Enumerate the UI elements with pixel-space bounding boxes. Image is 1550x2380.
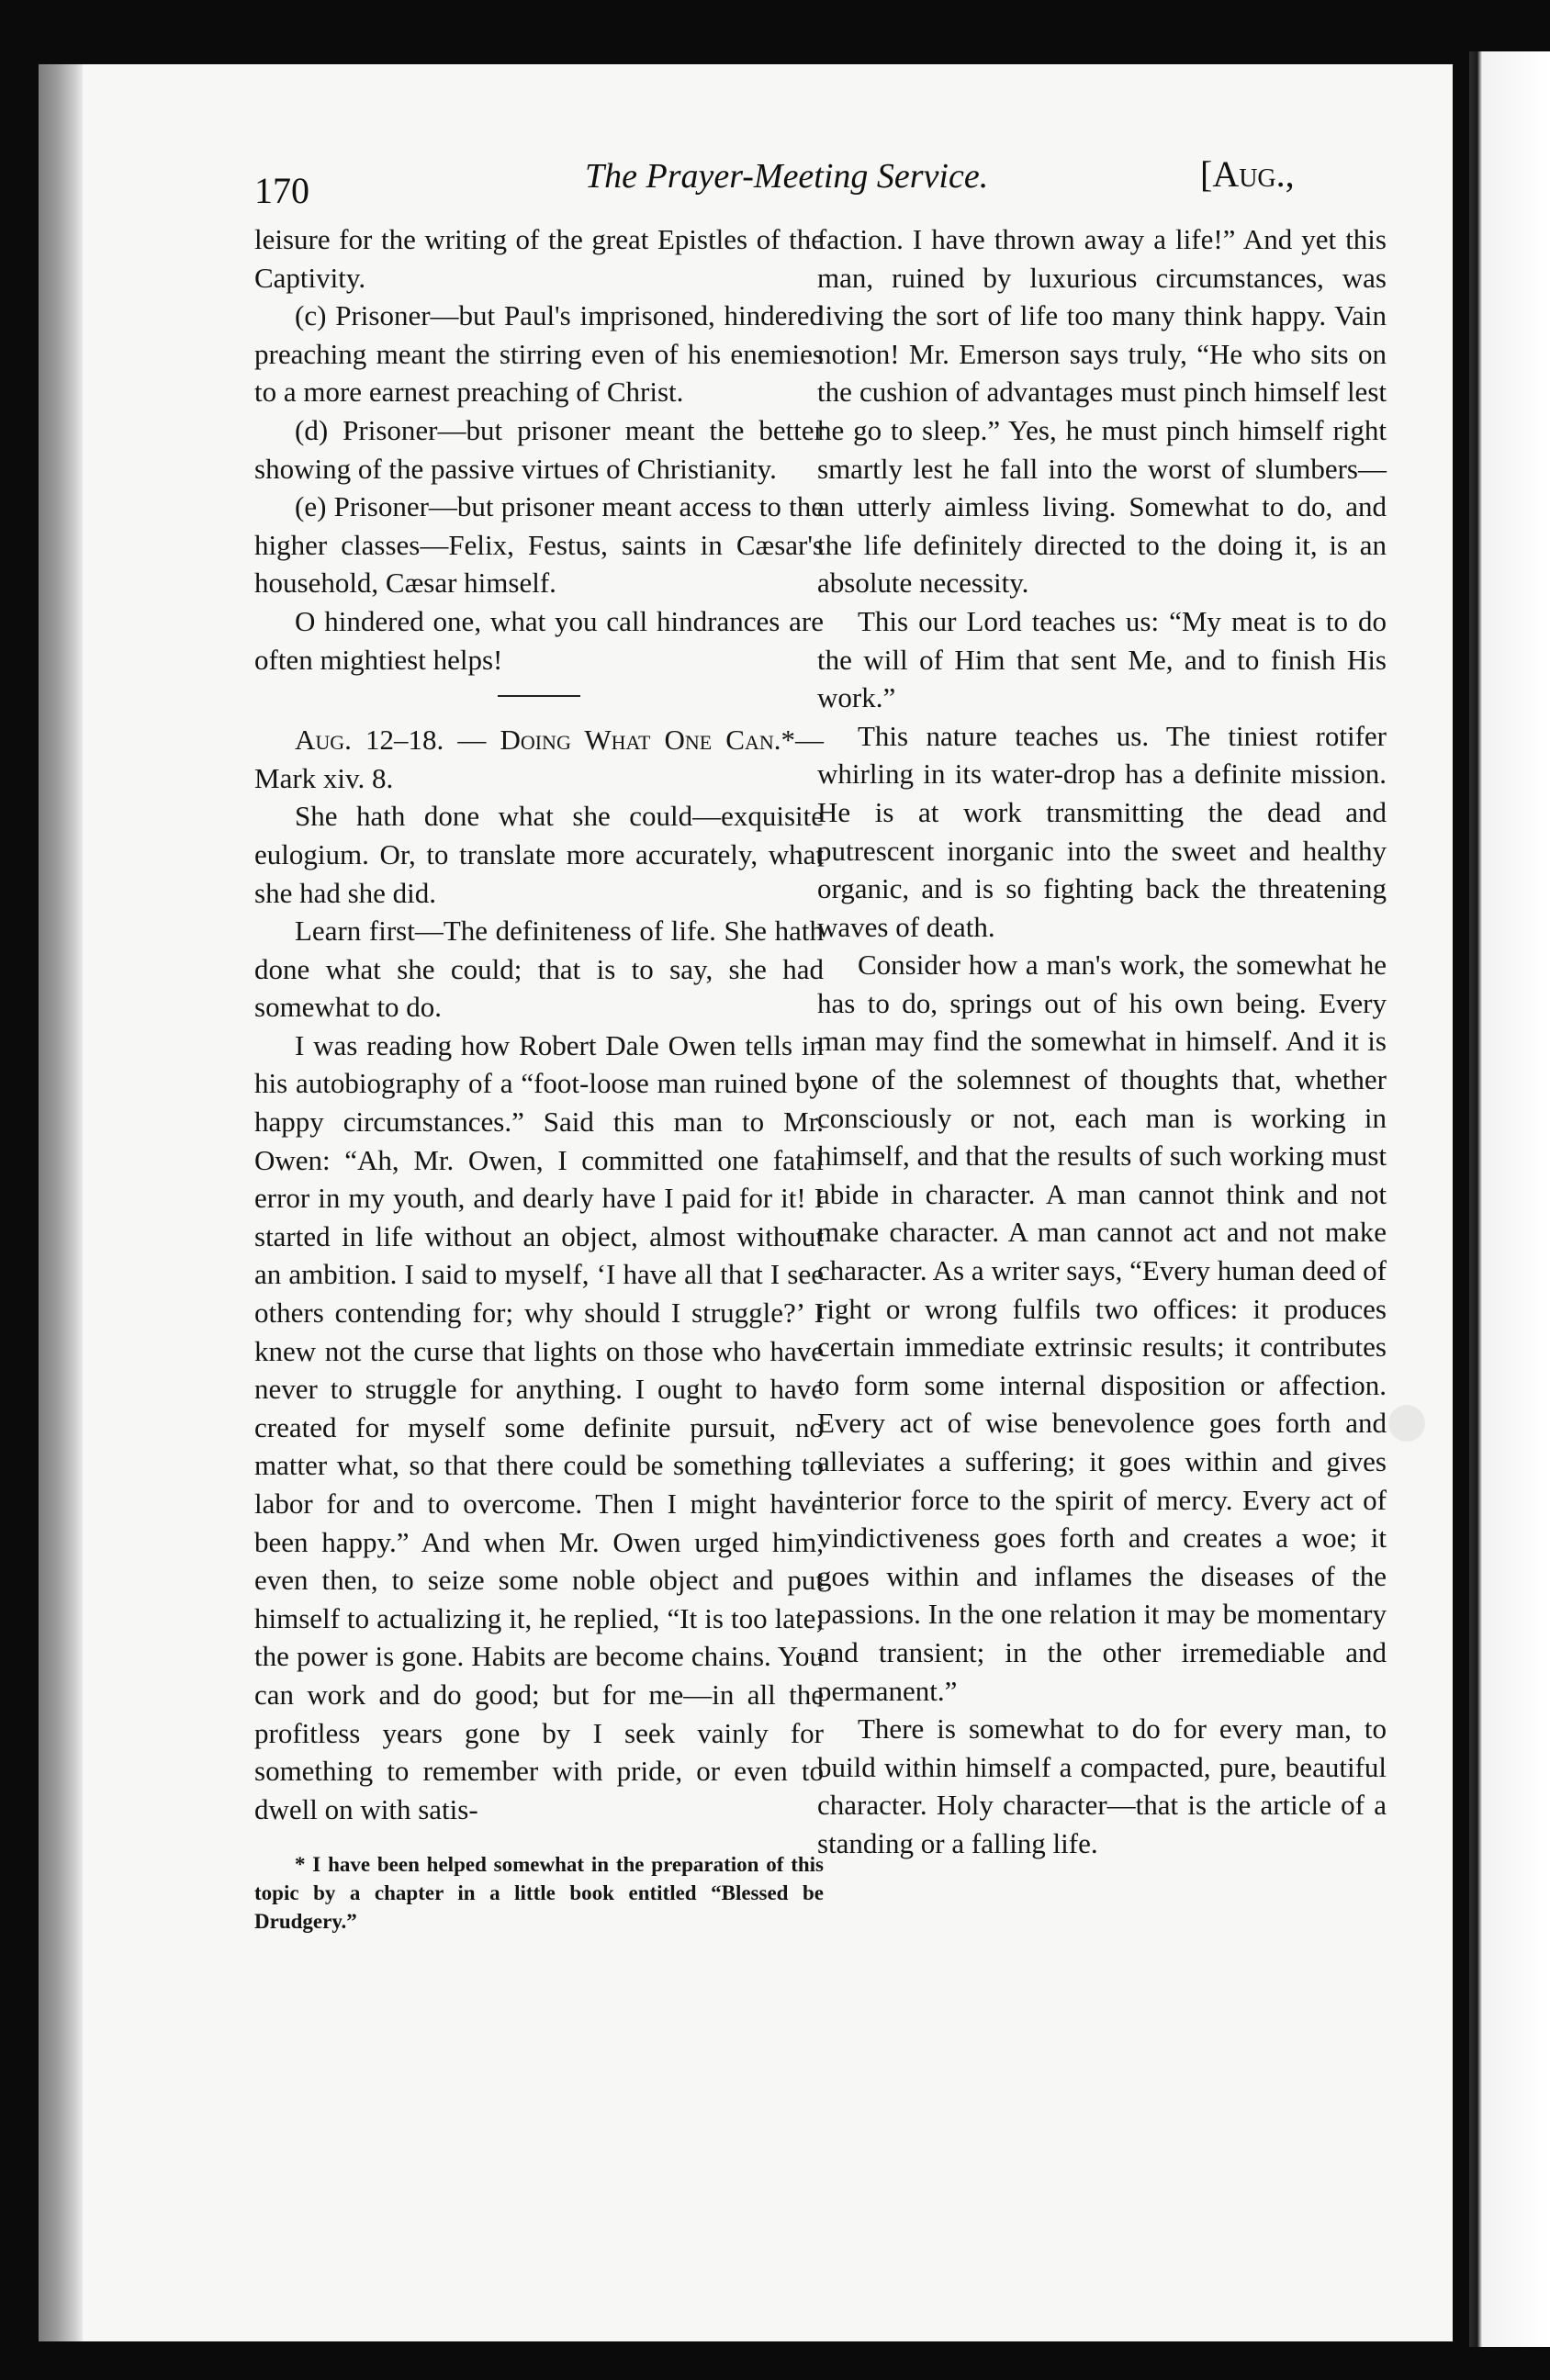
section-divider — [498, 695, 580, 697]
facing-page-edge — [1469, 51, 1550, 2347]
heading-title: Doing What One Can.* — [500, 724, 795, 757]
paragraph: (c) Prisoner—but Paul's imprisoned, hindered preaching meant the stirring even of his enemies to a more earnest preaching of Christ. — [254, 299, 824, 409]
heading-reference: —Mark xiv. 8. — [254, 724, 824, 794]
paragraph: (e) Prisoner—but prisoner meant access to the higher classes—Felix, Festus, saints in Cæsar's household, Cæsar himself. — [254, 490, 824, 600]
section-heading — [254, 721, 824, 797]
running-title: The Prayer-Meeting Service. — [585, 157, 989, 196]
paragraph: This our Lord teaches us: “My meat is to do the will of Him that sent Me, and to finish His work.” — [817, 604, 1387, 714]
running-header — [254, 147, 1320, 211]
paper-stain — [1388, 1405, 1425, 1442]
paragraph: This nature teaches us. The tiniest rotifer whirling in its water-drop has a definite mission. He is at work transmitting the dead and putrescent inorganic into the sweet and healthy organic, and is so fighting back the threatening waves of death. — [817, 719, 1387, 943]
footnote: * I have been helped somewhat in the preparation of this topic by a chapter in a little book entitled “Blessed be Drudgery.” — [254, 1853, 824, 1934]
page-gutter-shadow — [39, 64, 83, 2341]
paragraph: O hindered one, what you call hindrances are often mightiest helps! — [254, 604, 824, 676]
left-column — [254, 220, 824, 1936]
paragraph: (d) Prisoner—but prisoner meant the better showing of the passive virtues of Christianity. — [254, 413, 824, 485]
paragraph: There is somewhat to do for every man, to build within himself a compacted, pure, beautiful character. Holy character—that is the article of a standing or a falling life. — [817, 1712, 1387, 1859]
paragraph: faction. I have thrown away a life!” And yet this man, ruined by luxurious circumstances, was living the sort of life too many think happy. Vain notion! Mr. Emerson says truly, “He who sits on the cushion of advantages must pinch himself lest he go to sleep.” Yes, he must pinch himself right smartly lest he fall into the worst of slumbers—an utterly aimless living. Somewhat to do, and the life definitely directed to the doing it, is an absolute necessity. — [817, 223, 1387, 600]
paragraph: I was reading how Robert Dale Owen tells in his autobiography of a “foot-loose man ruined by happy circumstances.” Said this man to Mr. Owen: “Ah, Mr. Owen, I committed one fatal error in my youth, and dearly have I paid for it! I started in life without an object, almost without an ambition. I said to myself, ‘I have all that I see others contending for; why should I struggle?’ I knew not the curse that lights on those who have never to struggle for anything. I ought to have created for myself some definite pursuit, no matter what, so that there could be something to labor for and to overcome. Then I might have been happy.” And when Mr. Owen urged him, even then, to seize some noble object and put himself to actualizing it, he replied, “It is too late; the power is gone. Habits are become chains. You can work and do good; but for me—in all the profitless years gone by I seek vainly for something to remember with pride, or even to dwell on with satis- — [254, 1028, 824, 1825]
paragraph: leisure for the writing of the great Epistles of the Captivity. — [254, 223, 824, 294]
heading-date: Aug. 12–18. — — [295, 724, 487, 757]
page-number: 170 — [254, 170, 309, 211]
paragraph: Learn first—The definiteness of life. She hath done what she could; that is to say, she had somewhat to do. — [254, 915, 824, 1024]
section-mark: [Aug., — [1200, 153, 1295, 195]
right-column — [817, 220, 1387, 1863]
paragraph: Consider how a man's work, the somewhat he has to do, springs out of his own being. Every man may find the somewhat in himself. And it is one of the solemnest of thoughts that, whether consciously or not, each man is working in himself, and that the results of such working must abide in character. A man cannot think and not make character. A man cannot act and not make character. As a writer says, “Every human deed of right or wrong fulfils two offices: it produces certain immediate extrinsic results; it contributes to form some internal disposition or affection. Every act of wise benevolence goes forth and alleviates a suffering; it goes within and gives interior force to the spirit of mercy. Every act of vindictiveness goes forth and creates a woe; it goes within and inflames the diseases of the passions. In the one relation it may be momentary and transient; in the other irremediable and permanent.” — [817, 949, 1387, 1707]
paragraph: She hath done what she could—exquisite eulogium. Or, to translate more accurately, what she had she did. — [254, 800, 824, 909]
